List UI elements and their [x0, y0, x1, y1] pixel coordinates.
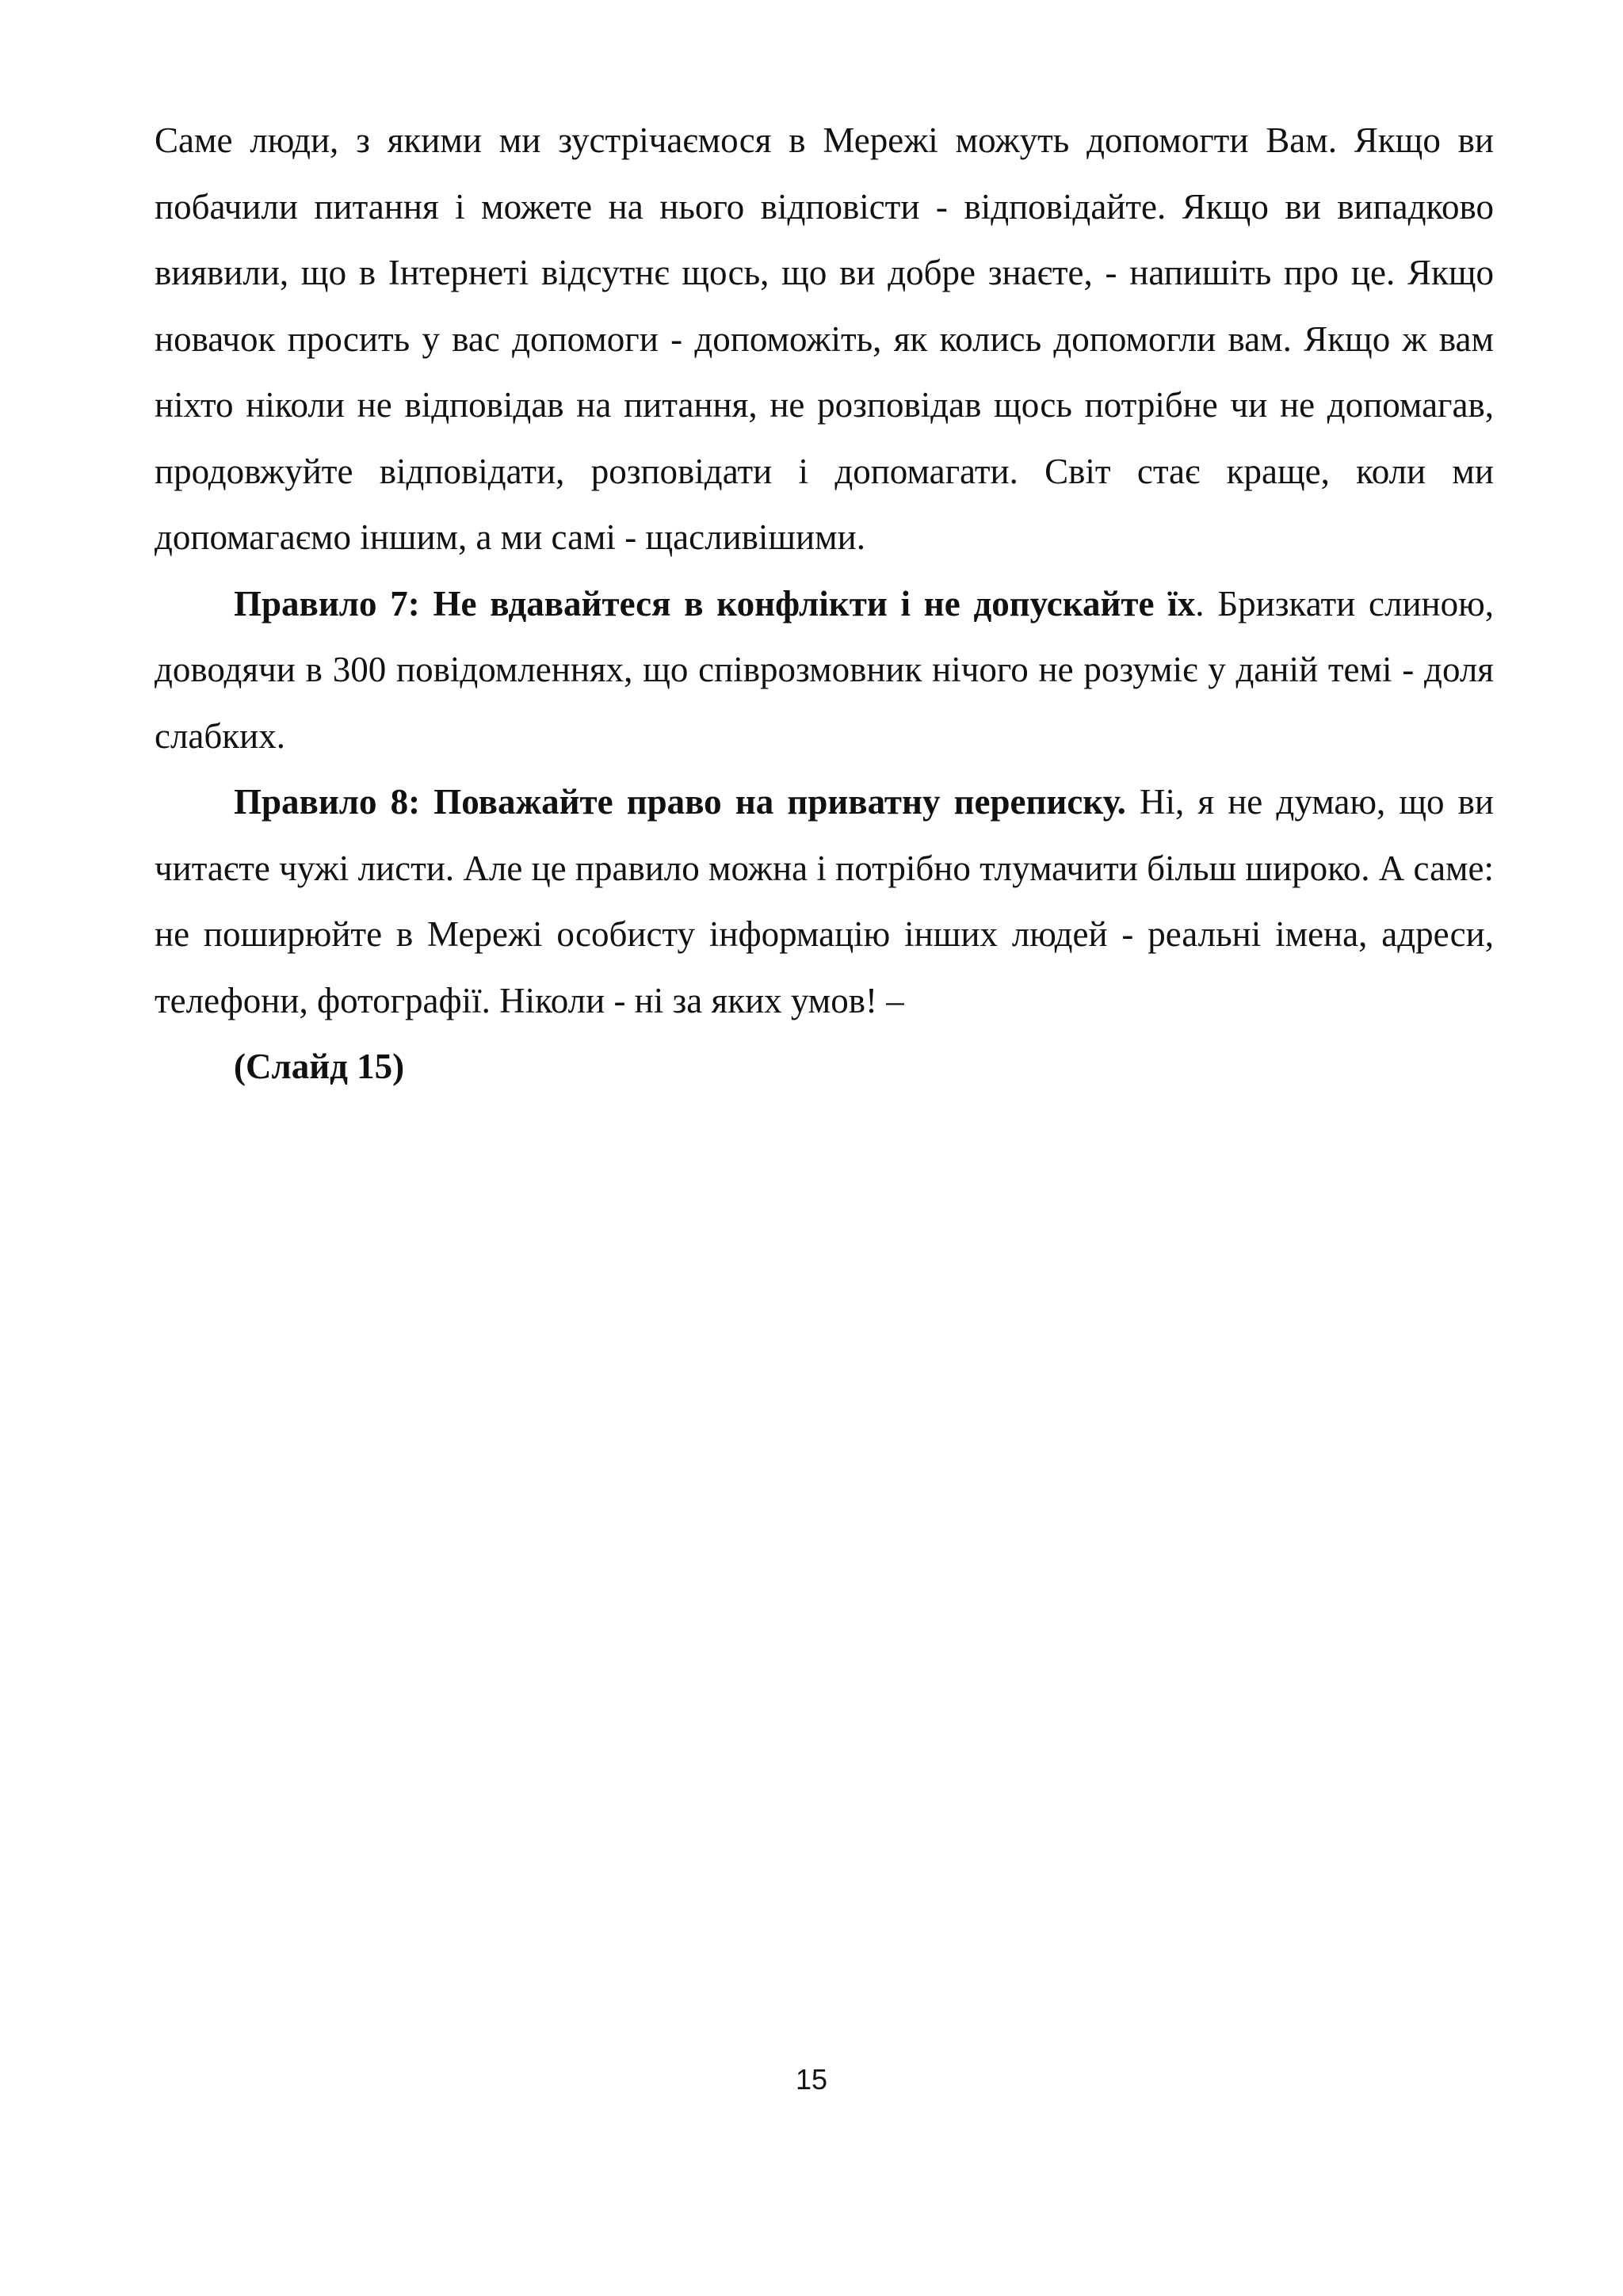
page-number: 15 [795, 2063, 828, 2096]
rule-7-heading: Правило 7: Не вдавайтеся в конфлікти і не допускайте їх [234, 583, 1196, 624]
paragraph-helping-others [155, 108, 1494, 571]
rule-8-heading: Правило 8: Поважайте право на приватну переписку. [234, 782, 1126, 822]
document-body [155, 108, 1494, 1100]
slide-reference [155, 1034, 1494, 1100]
rule-8-text: Ні, я не думаю, що ви читаєте чужі листи. Але це правило можна і потрібно тлумачити більш широко. А саме: не поширюйте в Мережі особисту інформацію інших людей - реальні імена, адреси, телефони, фотографії. Ніколи - ні за яких умов! – [155, 782, 1494, 1020]
paragraph-rule-8 [155, 769, 1494, 1034]
paragraph-rule-7 [155, 571, 1494, 770]
rule-7-text: . Бризкати слиною, доводячи в 300 повідомленнях, що співрозмовник нічого не розуміє у даній темі - доля слабких. [155, 583, 1494, 756]
paragraph-text: Саме люди, з якими ми зустрічаємося в Мережі можуть допомогти Вам. Якщо ви побачили питання і можете на нього відповісти - відповідайте. Якщо ви випадково виявили, що в Інтернеті відсутнє щось, що ви добре знаєте, - напишіть про це. Якщо новачок просить у вас допомоги - допоможіть, як колись допомогли вам. Якщо ж вам ніхто ніколи не відповідав на питання, не розповідав щось потрібне чи не допомагав, продовжуйте відповідати, розповідати і допомагати. Світ стає краще, коли ми допомагаємо іншим, а ми самі - щасливішими. [155, 120, 1494, 557]
slide-label: (Слайд 15) [234, 1047, 405, 1086]
